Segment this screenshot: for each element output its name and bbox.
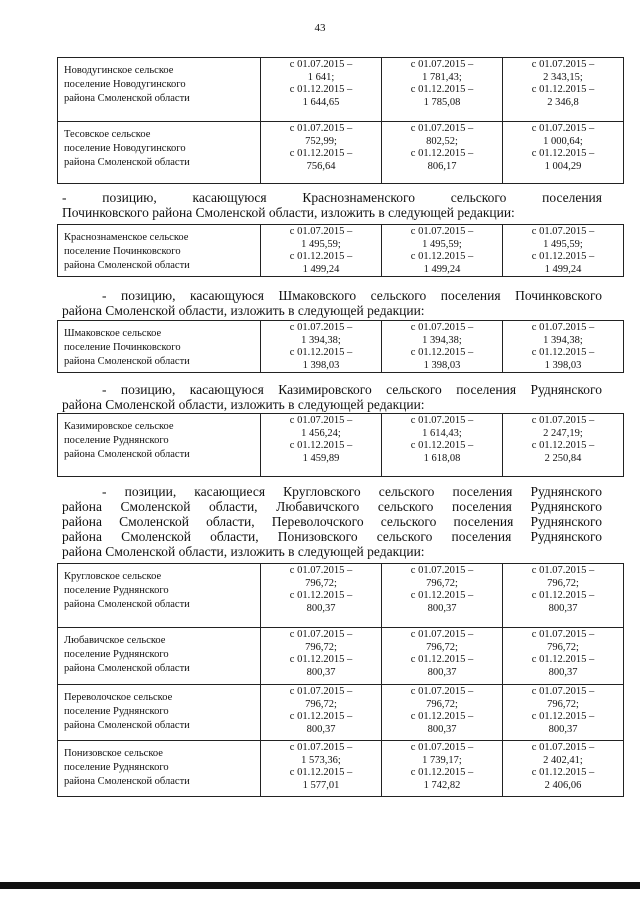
tariff-cell: с 01.07.2015 – 1 000,64; с 01.12.2015 – 1 004,29	[503, 122, 624, 184]
tariff-cell: с 01.07.2015 – 802,52; с 01.12.2015 – 806,17	[382, 122, 503, 184]
amendment-paragraph: - позицию, касающуюся Казимировского сельского поселения Руднянского района Смоленской области, изложить в следующей редакции:	[62, 382, 602, 412]
tariff-cell: с 01.07.2015 – 1 394,38; с 01.12.2015 – 1 398,03	[503, 321, 624, 373]
table-row	[58, 321, 624, 373]
amendment-paragraph: - позицию, касающуюся Шмаковского сельского поселения Починковского района Смоленской области, изложить в следующей редакции:	[62, 288, 602, 318]
tariff-cell: с 01.07.2015 – 2 343,15; с 01.12.2015 – 2 346,8	[503, 58, 624, 122]
tariff-cell: с 01.07.2015 – 1 456,24; с 01.12.2015 – 1 459,89	[261, 414, 382, 477]
tariff-cell: с 01.07.2015 – 796,72; с 01.12.2015 – 800,37	[382, 564, 503, 628]
settlement-name-cell: Переволочское сельское поселение Руднянского района Смоленской области	[58, 685, 261, 741]
amendment-paragraph: - позиции, касающиеся Кругловского сельского поселения Руднянского района Смоленской области, Любавичского сельского поселения Руднянского района Смоленской области, Переволочского сельского поселения Руднянского района Смоленской области, Понизовского сельского поселения Руднянского района Смоленской области, изложить в следующей редакции:	[62, 484, 602, 559]
tariff-cell: с 01.07.2015 – 1 394,38; с 01.12.2015 – 1 398,03	[261, 321, 382, 373]
tariff-cell: с 01.07.2015 – 1 781,43; с 01.12.2015 – 1 785,08	[382, 58, 503, 122]
tariff-table-kazimirovskoe	[57, 413, 624, 477]
table-row	[58, 414, 624, 477]
settlement-name-cell: Любавичское сельское поселение Руднянского района Смоленской области	[58, 628, 261, 685]
tariff-cell: с 01.07.2015 – 2 402,41; с 01.12.2015 – 2 406,06	[503, 741, 624, 797]
tariff-cell: с 01.07.2015 – 752,99; с 01.12.2015 – 756,64	[261, 122, 382, 184]
settlement-name-cell: Понизовское сельское поселение Руднянского района Смоленской области	[58, 741, 261, 797]
tariff-cell: с 01.07.2015 – 1 573,36; с 01.12.2015 – 1 577,01	[261, 741, 382, 797]
settlement-name-cell: Краснознаменское сельское поселение Починковского района Смоленской области	[58, 225, 261, 277]
tariff-cell: с 01.07.2015 – 1 495,59; с 01.12.2015 – 1 499,24	[382, 225, 503, 277]
table-row	[58, 741, 624, 797]
tariff-cell: с 01.07.2015 – 796,72; с 01.12.2015 – 800,37	[503, 685, 624, 741]
settlement-name-cell: Кругловское сельское поселение Руднянского района Смоленской области	[58, 564, 261, 628]
tariff-cell: с 01.07.2015 – 796,72; с 01.12.2015 – 800,37	[382, 685, 503, 741]
table-row	[58, 685, 624, 741]
tariff-cell: с 01.07.2015 – 1 394,38; с 01.12.2015 – 1 398,03	[382, 321, 503, 373]
tariff-table-rudnya	[57, 563, 624, 797]
tariff-cell: с 01.07.2015 – 796,72; с 01.12.2015 – 800,37	[261, 564, 382, 628]
tariff-table-krasnoznamenskoe	[57, 224, 624, 277]
amendment-paragraph: - позицию, касающуюся Краснознаменского сельского поселения Починковского района Смоленской области, изложить в следующей редакции:	[62, 190, 602, 220]
tariff-table-shmakovskoe	[57, 320, 624, 373]
tariff-cell: с 01.07.2015 – 2 247,19; с 01.12.2015 – 2 250,84	[503, 414, 624, 477]
settlement-name-cell: Новодугинское сельское поселение Новодугинского района Смоленской области	[58, 58, 261, 122]
tariff-cell: с 01.07.2015 – 1 614,43; с 01.12.2015 – 1 618,08	[382, 414, 503, 477]
tariff-table-novodugino	[57, 57, 624, 184]
table-row	[58, 628, 624, 685]
tariff-cell: с 01.07.2015 – 1 739,17; с 01.12.2015 – 1 742,82	[382, 741, 503, 797]
tariff-cell: с 01.07.2015 – 1 495,59; с 01.12.2015 – 1 499,24	[503, 225, 624, 277]
tariff-cell: с 01.07.2015 – 796,72; с 01.12.2015 – 800,37	[503, 564, 624, 628]
tariff-cell: с 01.07.2015 – 796,72; с 01.12.2015 – 800,37	[382, 628, 503, 685]
tariff-cell: с 01.07.2015 – 1 641; с 01.12.2015 – 1 644,65	[261, 58, 382, 122]
settlement-name-cell: Шмаковское сельское поселение Починковского района Смоленской области	[58, 321, 261, 373]
page-number: 43	[314, 22, 326, 34]
settlement-name-cell: Тесовское сельское поселение Новодугинского района Смоленской области	[58, 122, 261, 184]
settlement-name-cell: Казимировское сельское поселение Руднянского района Смоленской области	[58, 414, 261, 477]
table-row	[58, 225, 624, 277]
bottom-scan-border	[0, 882, 640, 889]
table-row	[58, 564, 624, 628]
tariff-cell: с 01.07.2015 – 796,72; с 01.12.2015 – 800,37	[261, 628, 382, 685]
table-row	[58, 58, 624, 122]
tariff-cell: с 01.07.2015 – 796,72; с 01.12.2015 – 800,37	[261, 685, 382, 741]
table-row	[58, 122, 624, 184]
tariff-cell: с 01.07.2015 – 796,72; с 01.12.2015 – 800,37	[503, 628, 624, 685]
tariff-cell: с 01.07.2015 – 1 495,59; с 01.12.2015 – 1 499,24	[261, 225, 382, 277]
